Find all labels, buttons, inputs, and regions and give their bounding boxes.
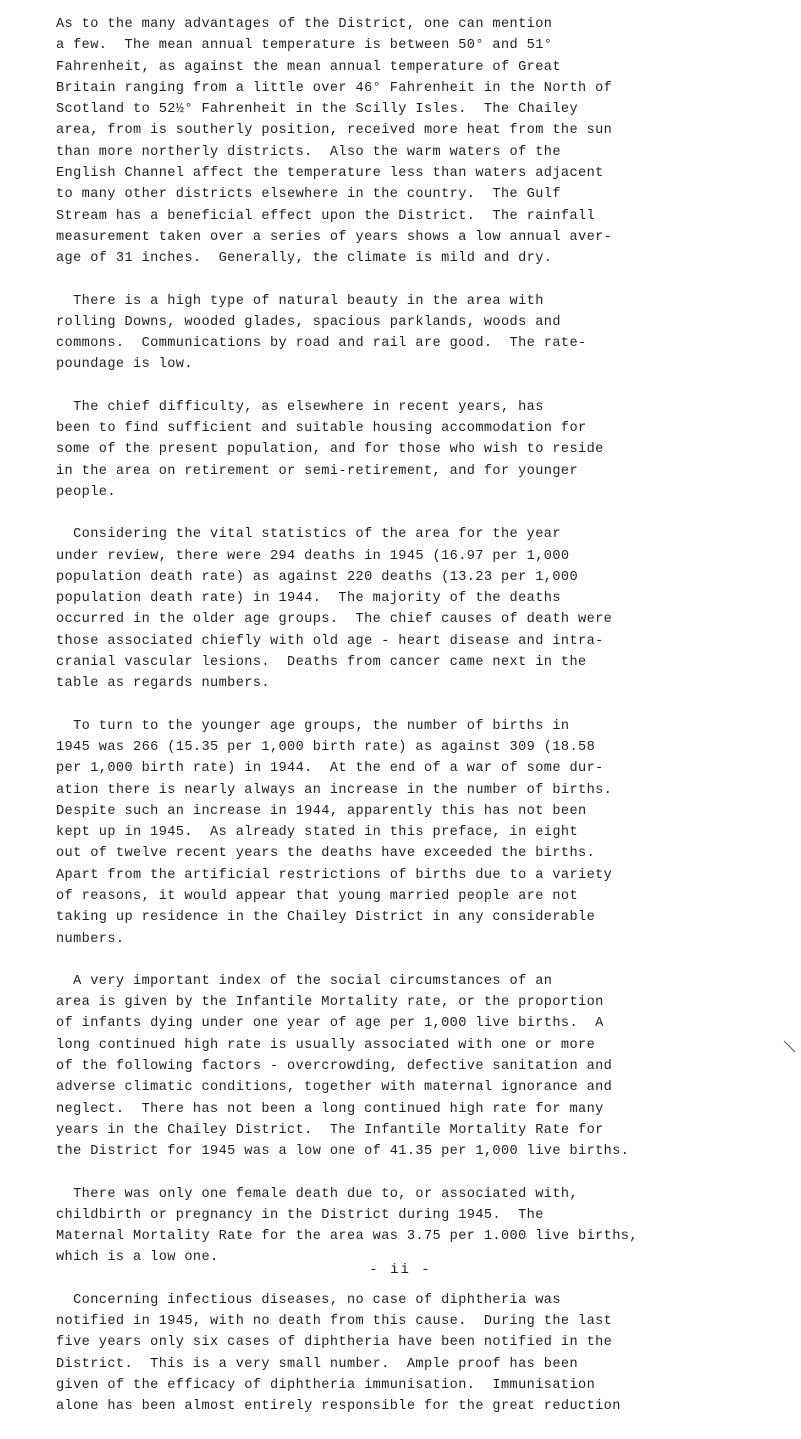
text-line: to many other districts elsewhere in the country. The Gulf — [56, 187, 561, 203]
text-line: measurement taken over a series of years shows a low annual aver- — [56, 229, 613, 245]
text-line: a few. The mean annual temperature is between 50° and 51° — [56, 38, 553, 54]
text-line: 1945 was 266 (15.35 per 1,000 birth rate) as against 309 (18.58 — [56, 739, 596, 755]
text-line: people. — [56, 484, 116, 500]
text-line: area, from is southerly position, received more heat from the sun — [56, 123, 613, 139]
text-line: There is a high type of natural beauty in the area with — [56, 293, 544, 309]
text-line: area is given by the Infantile Mortality rate, or the proportion — [56, 995, 604, 1011]
text-line: the District for 1945 was a low one of 41.35 per 1,000 live births. — [56, 1144, 630, 1160]
text-line: which is a low one. — [56, 1250, 219, 1266]
text-line: rolling Downs, wooded glades, spacious parklands, woods and — [56, 314, 561, 330]
text-line: commons. Communications by road and rail are good. The rate- — [56, 336, 587, 352]
text-line: Britain ranging from a little over 46° Fahrenheit in the North of — [56, 80, 613, 96]
text-line: kept up in 1945. As already stated in this preface, in eight — [56, 825, 579, 841]
paragraph — [56, 14, 746, 270]
text-line: The chief difficulty, as elsewhere in recent years, has — [56, 399, 544, 415]
text-line: adverse climatic conditions, together with maternal ignorance and — [56, 1080, 613, 1096]
text-line: population death rate) in 1944. The majority of the deaths — [56, 591, 561, 607]
paragraph — [56, 524, 746, 694]
text-line: under review, there were 294 deaths in 1945 (16.97 per 1,000 — [56, 548, 570, 564]
text-line: Considering the vital statistics of the area for the year — [56, 527, 561, 543]
text-line: than more northerly districts. Also the warm waters of the — [56, 144, 561, 160]
text-line: taking up residence in the Chailey District in any considerable — [56, 910, 596, 926]
text-line: Maternal Mortality Rate for the area was 3.75 per 1.000 live births, — [56, 1229, 638, 1245]
text-line: been to find sufficient and suitable housing accommodation for — [56, 421, 587, 437]
text-line: in the area on retirement or semi-retirement, and for younger — [56, 463, 579, 479]
text-line: Fahrenheit, as against the mean annual temperature of Great — [56, 59, 561, 75]
text-line: Concerning infectious diseases, no case of diphtheria was — [56, 1292, 561, 1308]
text-line: out of twelve recent years the deaths have exceeded the births. — [56, 846, 596, 862]
text-line: of the following factors - overcrowding, defective sanitation and — [56, 1059, 613, 1075]
paragraph — [56, 291, 746, 376]
text-line: some of the present population, and for those who wish to reside — [56, 442, 604, 458]
text-line: neglect. There has not been a long continued high rate for many — [56, 1101, 604, 1117]
text-line: alone has been almost entirely responsible for the great reduction — [56, 1399, 621, 1415]
text-line: long continued high rate is usually associated with one or more — [56, 1037, 596, 1053]
text-line: poundage is low. — [56, 357, 193, 373]
text-line: occurred in the older age groups. The chief causes of death were — [56, 612, 613, 628]
text-line: of reasons, it would appear that young married people are not — [56, 888, 579, 904]
text-line: population death rate) as against 220 deaths (13.23 per 1,000 — [56, 569, 579, 585]
margin-mark-icon — [783, 1040, 797, 1054]
text-line: numbers. — [56, 931, 125, 947]
page-number: - ii - — [369, 1262, 432, 1278]
paragraph — [56, 716, 746, 950]
text-line: cranial vascular lesions. Deaths from cancer came next in the — [56, 655, 587, 671]
body-text — [56, 14, 746, 1439]
text-line: Apart from the artificial restrictions of births due to a variety — [56, 867, 613, 883]
text-line: childbirth or pregnancy in the District during 1945. The — [56, 1207, 544, 1223]
text-line: age of 31 inches. Generally, the climate is mild and dry. — [56, 251, 553, 267]
text-line: years in the Chailey District. The Infantile Mortality Rate for — [56, 1122, 604, 1138]
text-line: notified in 1945, with no death from this cause. During the last — [56, 1314, 613, 1330]
text-line: District. This is a very small number. Ample proof has been — [56, 1356, 579, 1372]
text-line: per 1,000 birth rate) in 1944. At the end of a war of some dur- — [56, 761, 604, 777]
text-line: table as regards numbers. — [56, 676, 270, 692]
paragraph — [56, 971, 746, 1163]
text-line: of infants dying under one year of age per 1,000 live births. A — [56, 1016, 604, 1032]
paragraph — [56, 1290, 746, 1418]
text-line: Stream has a beneficial effect upon the District. The rainfall — [56, 208, 596, 224]
paragraph — [56, 397, 746, 503]
text-line: five years only six cases of diphtheria have been notified in the — [56, 1335, 613, 1351]
text-line: those associated chiefly with old age - heart disease and intra- — [56, 633, 604, 649]
text-line: A very important index of the social circumstances of an — [56, 973, 553, 989]
text-line: ation there is nearly always an increase in the number of births. — [56, 782, 613, 798]
text-line: To turn to the younger age groups, the number of births in — [56, 718, 570, 734]
paragraph — [56, 1184, 746, 1269]
text-line: As to the many advantages of the District, one can mention — [56, 17, 553, 32]
text-line: English Channel affect the temperature less than waters adjacent — [56, 166, 604, 182]
text-line: There was only one female death due to, or associated with, — [56, 1186, 579, 1202]
text-line: Scotland to 52½° Fahrenheit in the Scilly Isles. The Chailey — [56, 102, 579, 118]
text-line: Despite such an increase in 1944, apparently this has not been — [56, 803, 587, 819]
text-line: given of the efficacy of diphtheria immunisation. Immunisation — [56, 1377, 596, 1393]
